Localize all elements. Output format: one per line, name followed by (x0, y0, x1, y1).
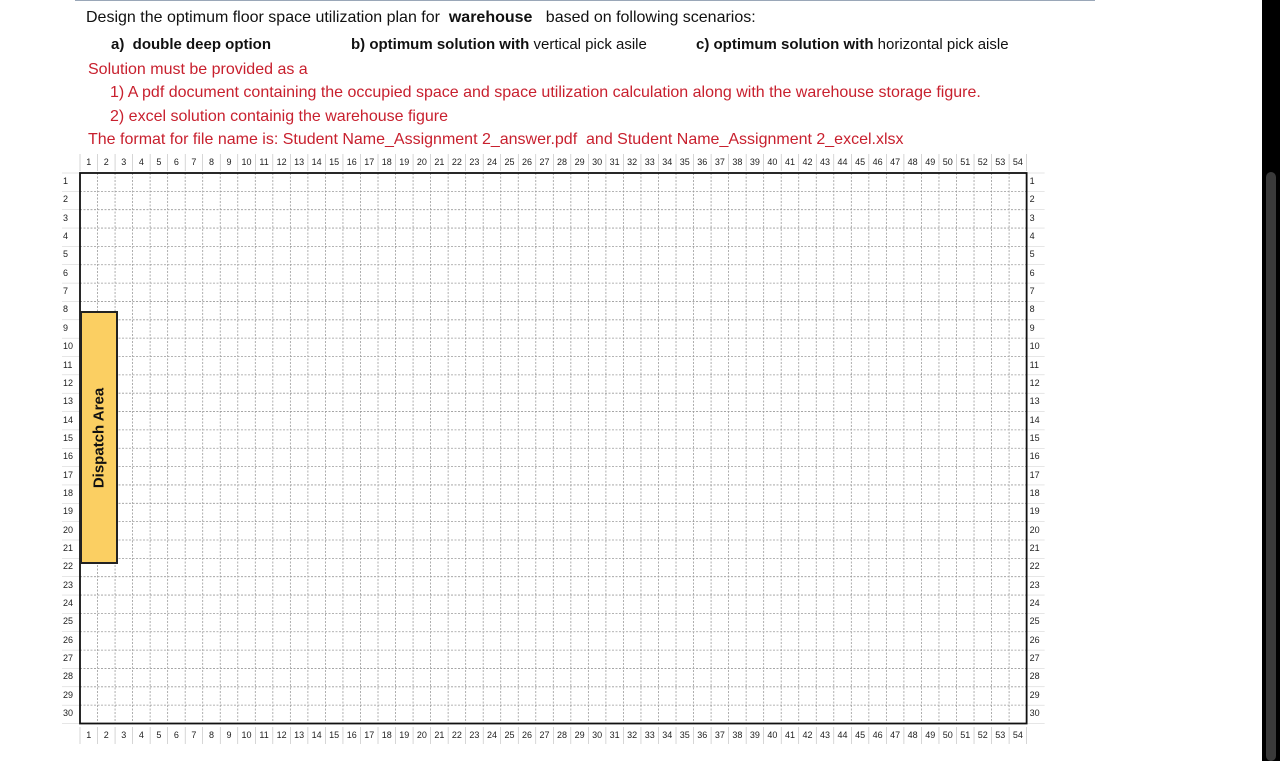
heading-prefix: Design the optimum floor space utilization plan for (86, 9, 440, 26)
row-number: 18 (1029, 487, 1040, 498)
row-number: 21 (63, 543, 74, 553)
column-number: 50 (942, 730, 953, 740)
row-number: 12 (1029, 377, 1040, 388)
column-number: 25 (504, 157, 515, 167)
column-number: 43 (820, 730, 831, 740)
column-number: 41 (784, 157, 795, 167)
column-number: 17 (364, 730, 375, 740)
column-number: 51 (960, 157, 971, 167)
column-number: 36 (697, 157, 708, 167)
row-number: 9 (63, 322, 69, 333)
row-number: 21 (1029, 543, 1040, 553)
column-number: 53 (995, 730, 1006, 740)
column-number: 21 (434, 157, 445, 167)
column-number: 18 (381, 157, 392, 167)
column-number: 14 (311, 730, 322, 740)
column-number: 22 (451, 730, 462, 740)
row-number: 2 (1029, 194, 1035, 205)
row-number: 12 (63, 377, 74, 388)
column-number: 19 (399, 730, 410, 740)
vertical-scrollbar[interactable] (1262, 0, 1280, 761)
row-number: 27 (63, 653, 74, 664)
column-number: 39 (749, 730, 760, 740)
column-number: 48 (907, 157, 918, 167)
row-number: 17 (63, 469, 74, 480)
column-number: 44 (837, 730, 848, 740)
row-number: 6 (63, 267, 69, 278)
column-number: 16 (346, 157, 357, 167)
row-number: 24 (63, 598, 74, 609)
column-number: 40 (767, 157, 778, 167)
row-number: 26 (63, 634, 74, 645)
column-number: 23 (469, 730, 480, 740)
column-number: 21 (434, 730, 445, 740)
column-number: 45 (855, 730, 866, 740)
row-number: 16 (63, 451, 74, 462)
column-number: 34 (662, 730, 673, 740)
column-number: 9 (226, 730, 232, 740)
column-number: 6 (173, 730, 179, 740)
column-number: 46 (872, 157, 883, 167)
column-number: 20 (416, 157, 427, 167)
column-number: 4 (138, 730, 144, 740)
file-name-format: The format for file name is: Student Name_Assignment 2_answer.pdf and Student Name_Assignment 2_excel.xlsx (88, 131, 904, 148)
column-number: 13 (294, 730, 305, 740)
column-number: 25 (504, 730, 515, 740)
row-number: 30 (63, 708, 74, 719)
column-number: 10 (241, 730, 252, 740)
column-number: 48 (907, 730, 918, 740)
column-number: 12 (276, 730, 287, 740)
column-number: 3 (121, 157, 127, 167)
row-number: 1 (1029, 176, 1035, 186)
option-b-normal: vertical pick asile (533, 36, 647, 53)
column-number: 22 (451, 157, 462, 167)
column-number: 12 (276, 157, 287, 167)
option-c-bold: c) optimum solution with (696, 36, 874, 53)
row-number: 25 (63, 616, 74, 627)
column-number: 33 (644, 730, 655, 740)
column-number: 20 (416, 730, 427, 740)
row-number: 3 (63, 212, 69, 223)
heading-suffix: based on following scenarios: (545, 9, 756, 26)
row-number: 19 (63, 506, 74, 517)
column-number: 1 (86, 157, 92, 167)
column-number: 40 (767, 730, 778, 740)
column-number: 44 (837, 157, 848, 167)
column-number: 2 (103, 730, 109, 740)
column-number: 9 (226, 157, 232, 167)
row-number: 20 (63, 524, 74, 535)
row-number: 14 (63, 414, 74, 425)
column-number: 34 (662, 157, 673, 167)
column-number: 14 (311, 157, 322, 167)
solution-intro: Solution must be provided as a (88, 61, 308, 78)
row-number: 22 (1029, 561, 1040, 572)
column-number: 53 (995, 157, 1006, 167)
option-a-text: a) double deep option (111, 36, 271, 53)
solution-item-excel: 2) excel solution containig the warehouse figure (110, 108, 448, 125)
column-number: 47 (890, 730, 901, 740)
row-number: 13 (63, 396, 74, 407)
row-number: 5 (63, 249, 69, 260)
column-number: 32 (627, 730, 638, 740)
row-number: 4 (63, 231, 69, 242)
row-number: 10 (1029, 341, 1040, 352)
row-number: 29 (63, 689, 74, 700)
row-number: 8 (1029, 304, 1035, 315)
column-number: 10 (241, 157, 252, 167)
row-number: 22 (63, 561, 74, 572)
column-number: 39 (749, 157, 760, 167)
column-number: 27 (539, 730, 550, 740)
row-number: 20 (1029, 524, 1040, 535)
row-number: 17 (1029, 469, 1040, 480)
column-number: 24 (486, 730, 497, 740)
row-number: 5 (1029, 249, 1035, 260)
row-number: 2 (63, 194, 69, 205)
column-number: 13 (294, 157, 305, 167)
column-number: 6 (173, 157, 179, 167)
column-number: 52 (977, 157, 988, 167)
column-number: 41 (784, 730, 795, 740)
row-number: 10 (63, 341, 74, 352)
column-number: 29 (574, 157, 585, 167)
column-number: 18 (381, 730, 392, 740)
column-number: 33 (644, 157, 655, 167)
row-number: 7 (63, 286, 69, 297)
column-number: 19 (399, 157, 410, 167)
column-number: 52 (977, 730, 988, 740)
row-number: 15 (1029, 432, 1040, 443)
column-number: 32 (627, 157, 638, 167)
column-number: 50 (942, 157, 953, 167)
row-number: 8 (63, 304, 69, 315)
dispatch-area (80, 311, 118, 564)
column-number: 38 (732, 730, 743, 740)
column-number: 49 (925, 157, 936, 167)
column-number: 35 (679, 730, 690, 740)
column-number: 54 (1012, 157, 1023, 167)
column-number: 51 (960, 730, 971, 740)
row-number: 28 (63, 671, 74, 682)
column-number: 46 (872, 730, 883, 740)
column-number: 11 (259, 730, 269, 740)
row-number: 29 (1029, 689, 1040, 700)
column-number: 37 (714, 157, 725, 167)
row-number: 3 (1029, 212, 1035, 223)
column-number: 38 (732, 157, 743, 167)
column-number: 49 (925, 730, 936, 740)
column-number: 31 (609, 157, 620, 167)
column-number: 2 (103, 157, 109, 167)
column-number: 5 (156, 730, 162, 740)
row-number: 27 (1029, 653, 1040, 664)
heading-bold-word: warehouse (448, 9, 533, 26)
column-number: 26 (522, 157, 533, 167)
row-number: 18 (63, 487, 74, 498)
row-number: 16 (1029, 451, 1040, 462)
row-number: 6 (1029, 267, 1035, 278)
row-number: 15 (63, 432, 74, 443)
column-number: 43 (820, 157, 831, 167)
row-number: 26 (1029, 634, 1040, 645)
column-number: 24 (486, 157, 497, 167)
row-number: 25 (1029, 616, 1040, 627)
row-number: 11 (1029, 359, 1039, 370)
column-number: 27 (539, 157, 550, 167)
column-number: 26 (522, 730, 533, 740)
column-number: 7 (191, 157, 197, 167)
column-number: 29 (574, 730, 585, 740)
row-number: 30 (1029, 708, 1040, 719)
option-c-normal: horizontal pick aisle (877, 36, 1009, 53)
column-number: 42 (802, 157, 813, 167)
row-number: 9 (1029, 322, 1035, 333)
column-number: 31 (609, 730, 620, 740)
column-number: 1 (86, 730, 92, 740)
column-number: 7 (191, 730, 197, 740)
column-number: 37 (714, 730, 725, 740)
column-number: 8 (208, 730, 214, 740)
row-number: 1 (63, 176, 69, 186)
column-number: 30 (592, 157, 603, 167)
column-number: 15 (329, 730, 340, 740)
column-number: 54 (1012, 730, 1023, 740)
column-number: 16 (346, 730, 357, 740)
row-number: 24 (1029, 598, 1040, 609)
column-number: 15 (329, 157, 340, 167)
row-number: 14 (1029, 414, 1040, 425)
row-number: 11 (63, 359, 73, 370)
column-number: 5 (156, 157, 162, 167)
row-number: 7 (1029, 286, 1035, 297)
option-b-bold: b) optimum solution with (351, 36, 530, 53)
row-number: 13 (1029, 396, 1040, 407)
row-number: 28 (1029, 671, 1040, 682)
column-number: 35 (679, 157, 690, 167)
scrollbar-thumb[interactable] (1266, 172, 1276, 761)
row-number: 23 (1029, 579, 1040, 590)
column-number: 4 (138, 157, 144, 167)
row-number: 19 (1029, 506, 1040, 517)
column-number: 17 (364, 157, 375, 167)
column-number: 36 (697, 730, 708, 740)
column-number: 8 (208, 157, 214, 167)
column-number: 42 (802, 730, 813, 740)
column-number: 45 (855, 157, 866, 167)
row-number: 23 (63, 579, 74, 590)
column-number: 23 (469, 157, 480, 167)
row-number: 4 (1029, 231, 1035, 242)
column-number: 28 (557, 157, 568, 167)
dispatch-area-label: Dispatch Area (90, 387, 108, 488)
column-number: 3 (121, 730, 127, 740)
column-number: 28 (557, 730, 568, 740)
solution-item-pdf: 1) A pdf document containing the occupied space and space utilization calculation along with the warehouse storage figure. (110, 84, 981, 101)
column-number: 11 (259, 157, 269, 167)
column-number: 30 (592, 730, 603, 740)
column-number: 47 (890, 157, 901, 167)
